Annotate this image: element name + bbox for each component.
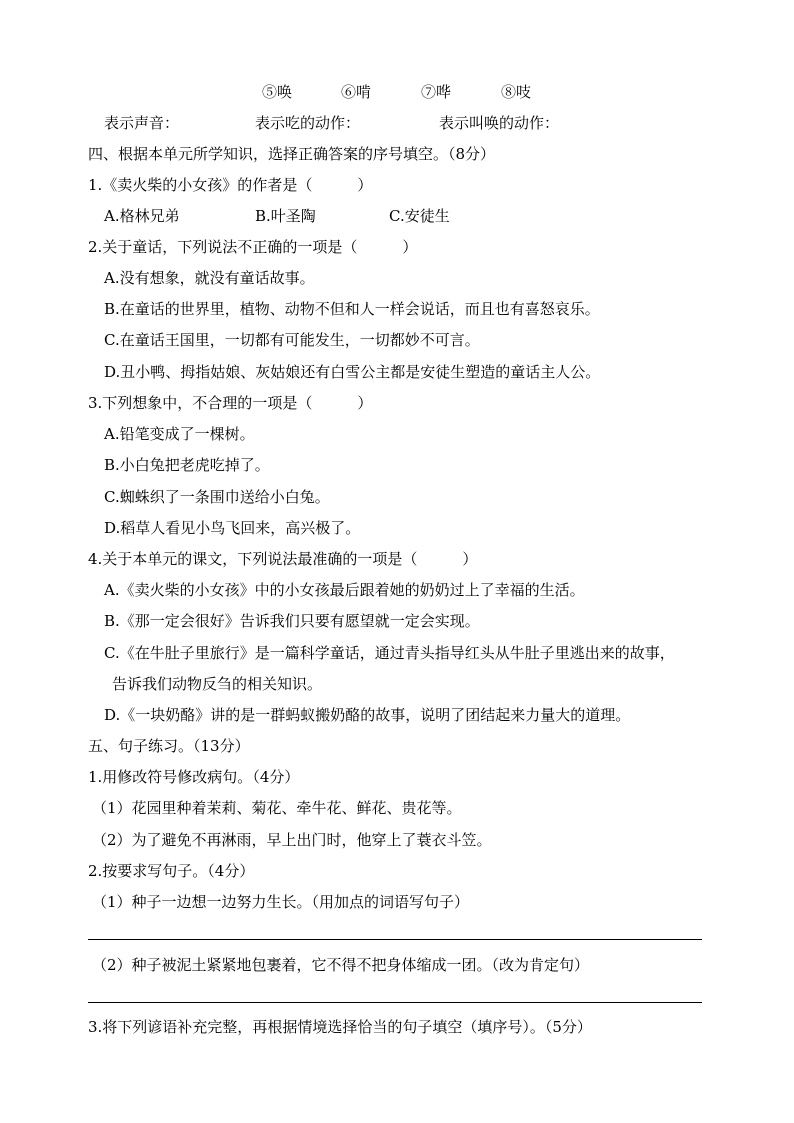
- option-8: ⑧吱: [501, 83, 532, 101]
- q4-3-stem: 3.下列想象中，不合理的一项是（ ）: [88, 394, 373, 412]
- option-5: ⑤唤: [262, 83, 293, 101]
- q5-1-stem: 1.用修改符号修改病句。（4分）: [88, 768, 300, 786]
- q4-1-option-b: B.叶圣陶: [255, 207, 316, 225]
- q4-1-option-a: A.格林兄弟: [104, 207, 180, 225]
- q4-4-option-c-continued: 告诉我们动物反刍的相关知识。: [112, 675, 323, 693]
- q4-3-option-c: C.蜘蛛织了一条围巾送给小白兔。: [104, 488, 330, 506]
- q4-2-option-a: A.没有想象，就没有童话故事。: [104, 269, 315, 287]
- q4-3-option-d: D.稻草人看见小鸟飞回来，高兴极了。: [104, 519, 361, 537]
- q5-2-item-2: （2）种子被泥土紧紧地包裹着，它不得不把身体缩成一团。（改为肯定句）: [92, 956, 590, 974]
- category-calling: 表示叫唤的动作：: [439, 114, 560, 132]
- section5-title: 五、句子练习。（13分）: [88, 737, 250, 755]
- q5-3-stem: 3.将下列谚语补充完整，再根据情境选择恰当的句子填空（填序号）。（5分）: [88, 1018, 592, 1036]
- q4-2-option-d: D.丑小鸭、拇指姑娘、灰姑娘还有白雪公主都是安徒生塑造的童话主人公。: [104, 363, 601, 381]
- q5-2-stem: 2.按要求写句子。（4分）: [88, 862, 255, 880]
- answer-line-2[interactable]: [88, 1002, 702, 1003]
- option-7: ⑦哗: [421, 83, 452, 101]
- q4-1-option-c: C.安徒生: [389, 207, 450, 225]
- option-6: ⑥啃: [341, 83, 372, 101]
- q4-4-option-d: D.《一块奶酪》讲的是一群蚂蚁搬奶酪的故事，说明了团结起来力量大的道理。: [104, 706, 631, 724]
- q4-2-option-b: B.在童话的世界里，植物、动物不但和人一样会说话，而且也有喜怒哀乐。: [104, 300, 600, 318]
- q4-1-stem: 1.《卖火柴的小女孩》的作者是（ ）: [88, 176, 373, 194]
- category-eating: 表示吃的动作：: [255, 114, 361, 132]
- q4-4-stem: 4.关于本单元的课文，下列说法最准确的一项是（ ）: [88, 550, 478, 568]
- category-sound: 表示声音：: [104, 114, 180, 132]
- q4-4-option-a: A.《卖火柴的小女孩》中的小女孩最后跟着她的奶奶过上了幸福的生活。: [104, 581, 585, 599]
- q5-1-item-1: （1）花园里种着茉莉、菊花、牵牛花、鲜花、贵花等。: [92, 799, 462, 817]
- q5-2-item-1: （1）种子一边想一边努力生长。（用加点的词语写句子）: [92, 893, 470, 911]
- q4-3-option-a: A.铅笔变成了一棵树。: [104, 425, 255, 443]
- q4-2-option-c: C.在童话王国里，一切都有可能发生，一切都妙不可言。: [104, 331, 480, 349]
- q4-3-option-b: B.小白兔把老虎吃掉了。: [104, 456, 270, 474]
- q4-4-option-c: C.《在牛肚子里旅行》是一篇科学童话，通过青头指导红头从牛肚子里逃出来的故事，: [104, 644, 675, 662]
- q4-2-stem: 2.关于童话，下列说法不正确的一项是（ ）: [88, 238, 418, 256]
- q4-4-option-b: B.《那一定会很好》告诉我们只要有愿望就一定会实现。: [104, 612, 480, 630]
- q5-1-item-2: （2）为了避免不再淋雨，早上出门时，他穿上了蓑衣斗笠。: [92, 831, 492, 849]
- answer-line-1[interactable]: [88, 939, 702, 940]
- section4-title: 四、根据本单元所学知识，选择正确答案的序号填空。（8分）: [88, 145, 496, 163]
